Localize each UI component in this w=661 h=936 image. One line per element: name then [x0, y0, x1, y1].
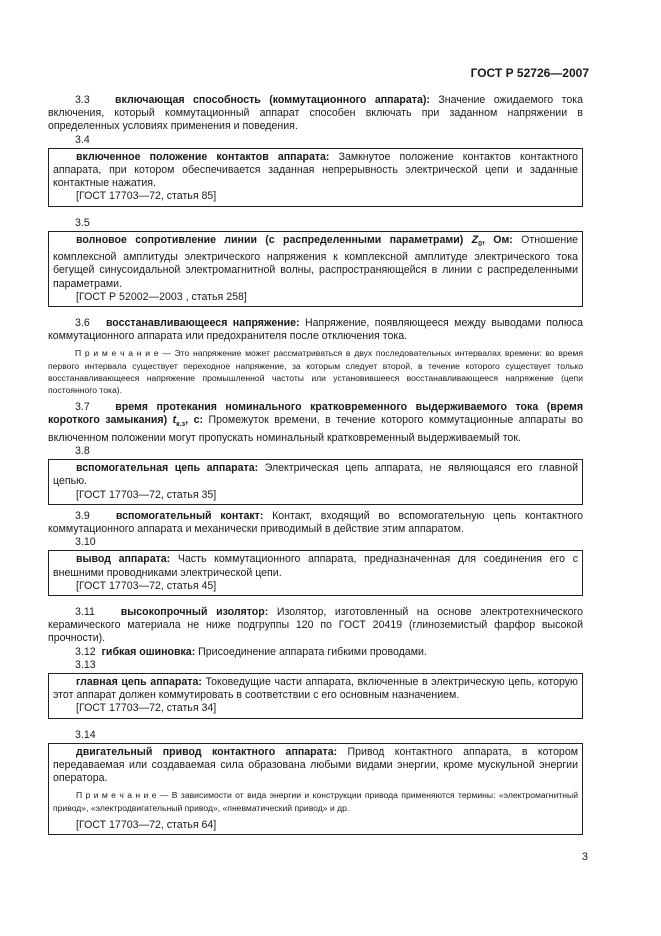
quoted-definition-box — [48, 459, 583, 505]
quoted-definition-box — [48, 231, 583, 307]
entry-number: 3.11 — [75, 605, 95, 618]
entry-term: главная цепь аппарата: — [76, 675, 202, 688]
entry-term: время протекания номинального кратковременного выдерживаемого тока (время короткого замыкания) — [48, 401, 583, 427]
entry-number: 3.13 — [75, 658, 96, 671]
entry-number: 3.6 — [75, 316, 90, 329]
quoted-definition-box — [48, 673, 583, 719]
entry-3-8 — [53, 462, 578, 488]
entry-3-14 — [53, 746, 578, 786]
entry-3-12 — [48, 646, 583, 659]
symbol-subscript: к.з — [176, 421, 186, 429]
entry-definition: Напряжение, появляющееся между выводами полюса коммутационного аппарата или предохранителя после отключения тока. — [48, 316, 583, 343]
entry-definition: Отношение комплексной амплитуды электрического напряжения к комплексной амплитуде электрического тока бегущей синусоидальной электромагнитной волны, распространяющейся в линии с распределенными параметрами. — [53, 233, 579, 290]
quoted-definition-box — [48, 743, 583, 835]
entry-3-11 — [48, 606, 583, 646]
entry-definition: Электрическая цепь аппарата, не являющаяся его главной цепью. — [53, 462, 579, 488]
entry-term: высокопрочный изолятор: — [120, 605, 269, 618]
source-reference: [ГОСТ 17703—72, статья 34] — [76, 702, 217, 715]
quoted-definition-box — [48, 148, 583, 207]
source-reference: [ГОСТ Р 52002—2003 , статья 258] — [76, 290, 247, 303]
entry-definition: Промежуток времени, в течение которого коммутационные аппараты во включенном положении могут пропускать номинальный кратковременный выдерживаемый ток. — [48, 414, 583, 444]
entry-term: включенное положение контактов аппарата: — [76, 150, 330, 163]
entry-note: П р и м е ч а н и е — В зависимости от вида энергии и конструкции привода применяются термины: «электромагнитный привод», «электродвигательный привод», «пневматический привод» и др. — [53, 790, 578, 813]
entry-3-7 — [48, 401, 583, 445]
entry-term: восстанавливающееся напряжение: — [105, 316, 300, 329]
entry-3-6 — [48, 317, 583, 343]
entry-number: 3.8 — [75, 444, 90, 457]
entry-definition: Изолятор, изготовленный на основе электротехнического керамического материала не ниже подгруппы 120 по ГОСТ 20419 (глиноземистый фарфор высокой прочности). — [48, 605, 583, 645]
entry-number: 3.5 — [75, 216, 90, 229]
terms-content — [48, 94, 583, 835]
quoted-definition-box — [48, 550, 583, 596]
symbol-z: Z — [471, 233, 479, 246]
entry-number: 3.10 — [75, 536, 96, 549]
entry-term-unit: , с: — [185, 414, 203, 427]
source-reference: [ГОСТ 17703—72, статья 64] — [76, 818, 217, 831]
entry-3-13 — [53, 676, 578, 702]
entry-term: гибкая ошиновка: — [101, 645, 196, 658]
entry-number: 3.12 — [75, 645, 96, 658]
entry-3-4 — [53, 151, 578, 191]
entry-note: П р и м е ч а н и е — Это напряжение может рассматриваться в двух последовательных интервалах времени: во время первого интервала существует переходное напряжение, за которым следует второй, в течение которого существует только восстанавливающееся напряжение промышленной частоты или установившееся восстанавливающееся напряжение (цепи постоянного тока). — [48, 348, 583, 395]
source-reference: [ГОСТ 17703—72, статья 85] — [76, 190, 217, 203]
entry-definition: Контакт, входящий во вспомогательную цепь контактного коммутационного аппарата и механически приводимый в действие этим аппаратом. — [48, 509, 583, 535]
document-code-header: ГОСТ Р 52726—2007 — [470, 66, 589, 80]
entry-number: 3.9 — [75, 509, 90, 522]
entry-3-5 — [53, 234, 578, 291]
entry-term-unit: , Ом: — [481, 233, 513, 246]
symbol-subscript: 0 — [478, 240, 482, 248]
entry-term: вспомогательная цепь аппарата: — [76, 462, 259, 475]
entry-term: вспомогательный контакт: — [115, 509, 264, 522]
entry-definition: Привод контактного аппарата, в котором передаваемая или создаваемая сила образована любыми видами энергии, кроме мускульной энергии оператора. — [53, 745, 578, 785]
entry-number: 3.7 — [75, 401, 90, 414]
entry-definition: Часть коммутационного аппарата, предназначенная для соединения его с внешними проводниками электрической цепи. — [53, 553, 579, 579]
entry-number: 3.14 — [75, 728, 96, 741]
source-reference: [ГОСТ 17703—72, статья 35] — [76, 488, 217, 501]
entry-definition: Токоведущие части аппарата, включенные в электрическую цепь, которую этот аппарат должен коммутировать в соответствии с его основным назначением. — [53, 675, 578, 702]
page-number: 3 — [581, 851, 588, 863]
entry-definition: Присоединение аппарата гибкими проводами. — [195, 645, 427, 658]
entry-definition: Значение ожидаемого тока включения, который коммутационный аппарат способен включать при заданном напряжении в определенных условиях применения и поведения. — [48, 94, 583, 133]
entry-definition: Замкнутое положение контактов контактного аппарата, при котором обеспечивается заданная непрерывность электрической цепи и заданные контактные нажатия. — [53, 150, 578, 190]
entry-term: двигательный привод контактного аппарата: — [76, 745, 338, 758]
entry-number: 3.3 — [75, 94, 90, 106]
entry-term: включающая способность (коммутационного аппарата): — [115, 94, 430, 106]
entry-term: вывод аппарата: — [76, 553, 171, 566]
entry-term: волновое сопротивление линии (с распределенными параметрами) — [76, 233, 472, 246]
entry-3-9 — [48, 510, 583, 536]
source-reference: [ГОСТ 17703—72, статья 45] — [76, 579, 217, 592]
entry-number: 3.4 — [75, 133, 90, 146]
entry-3-10 — [53, 553, 578, 579]
symbol-t: t — [172, 414, 177, 427]
entry-3-3 — [48, 94, 583, 134]
